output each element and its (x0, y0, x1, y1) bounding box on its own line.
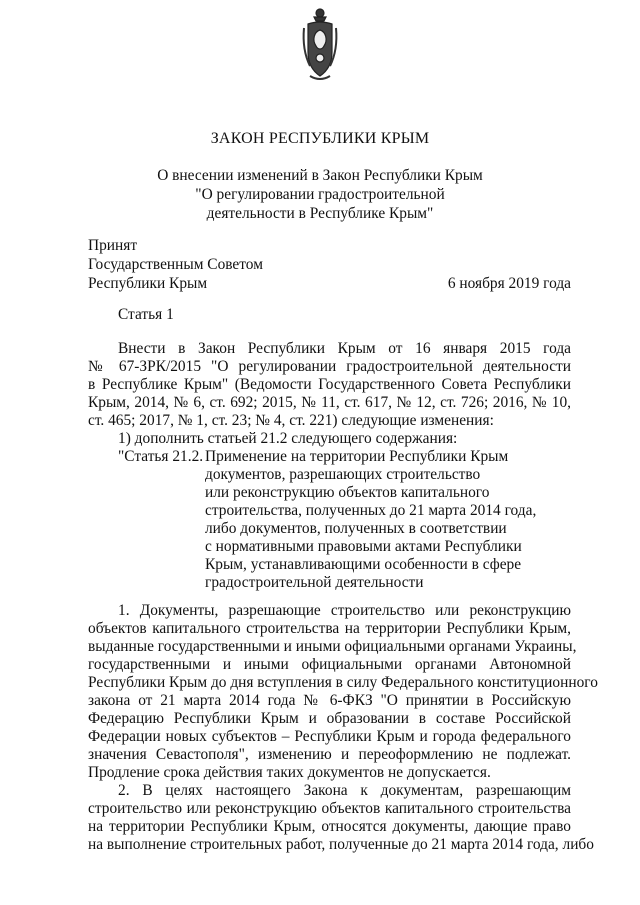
para1-line: 1. Документы, разрешающие строительство или реконструкцию (118, 602, 571, 619)
article-heading: Статья 1 (118, 306, 174, 323)
para2-line: 2. В целях настоящего Закона к документам, разрешающим (118, 782, 571, 799)
para1-line: государственными и иными официальными органами Автономной (88, 656, 571, 673)
para1-line: значения Севастополя", изменению и переоформлению не подлежат. (88, 746, 571, 763)
new-article-title-line: или реконструкцию объектов капитального (205, 484, 490, 501)
new-article-title-line: либо документов, полученных в соответствии (205, 520, 507, 537)
adoption-date: 6 ноября 2019 года (447, 275, 571, 292)
para2-line: строительство или реконструкцию объектов капитального строительства (88, 800, 571, 817)
new-article-title-line: документов, разрешающих строительство (205, 466, 481, 483)
new-article-title-line: строительства, полученных до 21 марта 2014 года, (205, 502, 537, 519)
adopted-line: Государственным Советом (88, 256, 263, 273)
para2-line: на выполнение строительных работ, полученные до 21 марта 2014 года, либо (88, 836, 594, 853)
new-article-title-line: Крым, устанавливающими особенности в сфере (205, 556, 522, 573)
para1-line: объектов капитального строительства на территории Республики Крым, (88, 620, 571, 637)
new-article-label: "Статья 21.2. (118, 448, 204, 465)
para1-line: Продление срока действия таких документов не допускается. (88, 764, 491, 781)
law-title: ЗАКОН РЕСПУБЛИКИ КРЫМ (210, 130, 430, 147)
para1-line: выданные государственными и иными официальными органами Украины, (88, 638, 577, 655)
subtitle-line: "О регулировании градостроительной (195, 186, 445, 203)
new-article-title-line: градостроительной деятельности (205, 574, 424, 591)
subtitle-line: О внесении изменений в Закон Республики Крым (157, 167, 483, 184)
para1-line: закона от 21 марта 2014 года № 6-ФКЗ "О принятии в Российскую (88, 692, 571, 709)
new-article-title-line: с нормативными правовыми актами Республики (205, 538, 522, 555)
adopted-line: Принят (88, 237, 138, 254)
intro-line: Внести в Закон Республики Крым от 16 января 2015 года (118, 340, 571, 357)
intro-line: ст. 465; 2017, № 1, ст. 23; № 4, ст. 221) следующие изменения: (88, 412, 494, 429)
para1-line: Республики Крым до дня вступления в силу Федерального конституционного (88, 674, 598, 691)
crimea-coat-of-arms-icon (300, 6, 340, 86)
para1-line: Федерации новых субъектов – Республики Крым и города федерального (88, 728, 571, 745)
adopted-line: Республики Крым (88, 275, 208, 292)
subtitle-line: деятельности в Республике Крым" (206, 205, 434, 222)
para2-line: на территории Республики Крым, относятся документы, дающие право (88, 818, 571, 835)
item-1: 1) дополнить статьей 21.2 следующего содержания: (118, 430, 458, 447)
new-article-title-line: Применение на территории Республики Крым (205, 448, 509, 465)
intro-line: Крым, 2014, № 6, ст. 692; 2015, № 11, ст. 617, № 12, ст. 726; 2016, № 10, (88, 394, 571, 411)
intro-line: № 67-ЗРК/2015 "О регулировании градостроительной деятельности (88, 358, 571, 375)
intro-line: в Республике Крым" (Ведомости Государственного Совета Республики (88, 376, 571, 393)
para1-line: Федерацию Республики Крым и образовании в составе Российской (88, 710, 571, 727)
law-subtitle (0, 166, 640, 223)
adopted-block (88, 236, 263, 293)
